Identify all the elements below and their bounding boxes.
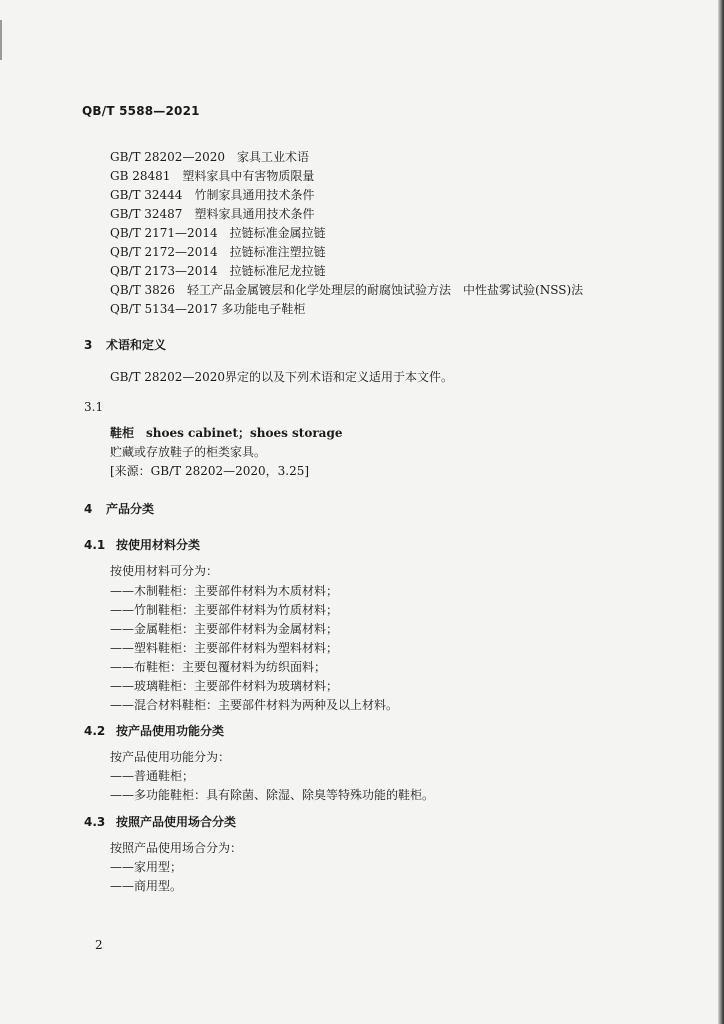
list-item: ——布鞋柜：主要包覆材料为纺织面料； <box>110 660 327 674</box>
subsection-title: 按使用材料分类 <box>116 538 201 552</box>
list-item: ——商用型。 <box>110 879 183 893</box>
section-number: 4 <box>84 502 93 516</box>
reference-item: QB/T 3826 轻工产品金属镀层和化学处理层的耐腐蚀试验方法 中性盐雾试验(NSS)法 <box>110 283 584 297</box>
scan-edge-left <box>0 20 2 60</box>
subsection-intro: 按使用材料可分为： <box>110 564 219 578</box>
list-item: ——混合材料鞋柜：主要部件材料为两种及以上材料。 <box>110 698 399 712</box>
reference-item: GB/T 28202—2020 家具工业术语 <box>110 150 309 164</box>
reference-item: GB/T 32444 竹制家具通用技术条件 <box>110 188 315 202</box>
list-item: ——竹制鞋柜：主要部件材料为竹质材料； <box>110 603 339 617</box>
section-4-heading <box>84 500 154 517</box>
section-number: 3 <box>84 338 93 352</box>
list-item: ——多功能鞋柜：具有除菌、除湿、除臭等特殊功能的鞋柜。 <box>110 788 435 802</box>
reference-item: GB 28481 塑料家具中有害物质限量 <box>110 169 315 183</box>
list-item: ——普通鞋柜； <box>110 769 195 783</box>
reference-item: QB/T 5134—2017 多功能电子鞋柜 <box>110 302 306 316</box>
reference-item: GB/T 32487 塑料家具通用技术条件 <box>110 207 315 221</box>
subsection-intro: 按照产品使用场合分为： <box>110 841 243 855</box>
subsection-4-3-heading <box>84 813 236 830</box>
subsection-number: 4.2 <box>84 724 106 738</box>
list-item: ——家用型； <box>110 860 183 874</box>
term-number: 3.1 <box>84 400 104 414</box>
subsection-title: 按照产品使用场合分类 <box>116 815 237 829</box>
page-number: 2 <box>95 938 103 952</box>
subsection-number: 4.3 <box>84 815 106 829</box>
section-3-intro: GB/T 28202—2020界定的以及下列术语和定义适用于本文件。 <box>110 370 453 384</box>
subsection-4-1-heading <box>84 536 200 553</box>
list-item: ——金属鞋柜：主要部件材料为金属材料； <box>110 622 339 636</box>
reference-item: QB/T 2171—2014 拉链标准金属拉链 <box>110 226 326 240</box>
scan-edge-right <box>718 0 724 1024</box>
reference-item: QB/T 2173—2014 拉链标准尼龙拉链 <box>110 264 326 278</box>
list-item: ——玻璃鞋柜：主要部件材料为玻璃材料； <box>110 679 339 693</box>
subsection-title: 按产品使用功能分类 <box>116 724 225 738</box>
section-3-heading <box>84 336 166 353</box>
subsection-intro: 按产品使用功能分为： <box>110 750 231 764</box>
list-item: ——木制鞋柜：主要部件材料为木质材料； <box>110 584 339 598</box>
subsection-4-2-heading <box>84 722 224 739</box>
term-source: [来源：GB/T 28202—2020，3.25] <box>110 464 310 478</box>
term-name: 鞋柜 shoes cabinet；shoes storage <box>110 426 343 440</box>
section-title: 术语和定义 <box>106 338 167 352</box>
subsection-number: 4.1 <box>84 538 106 552</box>
list-item: ——塑料鞋柜：主要部件材料为塑料材料； <box>110 641 339 655</box>
term-definition: 贮藏或存放鞋子的柜类家具。 <box>110 445 267 459</box>
section-title: 产品分类 <box>106 502 155 516</box>
reference-item: QB/T 2172—2014 拉链标准注塑拉链 <box>110 245 326 259</box>
standard-code-header: QB/T 5588—2021 <box>82 104 200 118</box>
